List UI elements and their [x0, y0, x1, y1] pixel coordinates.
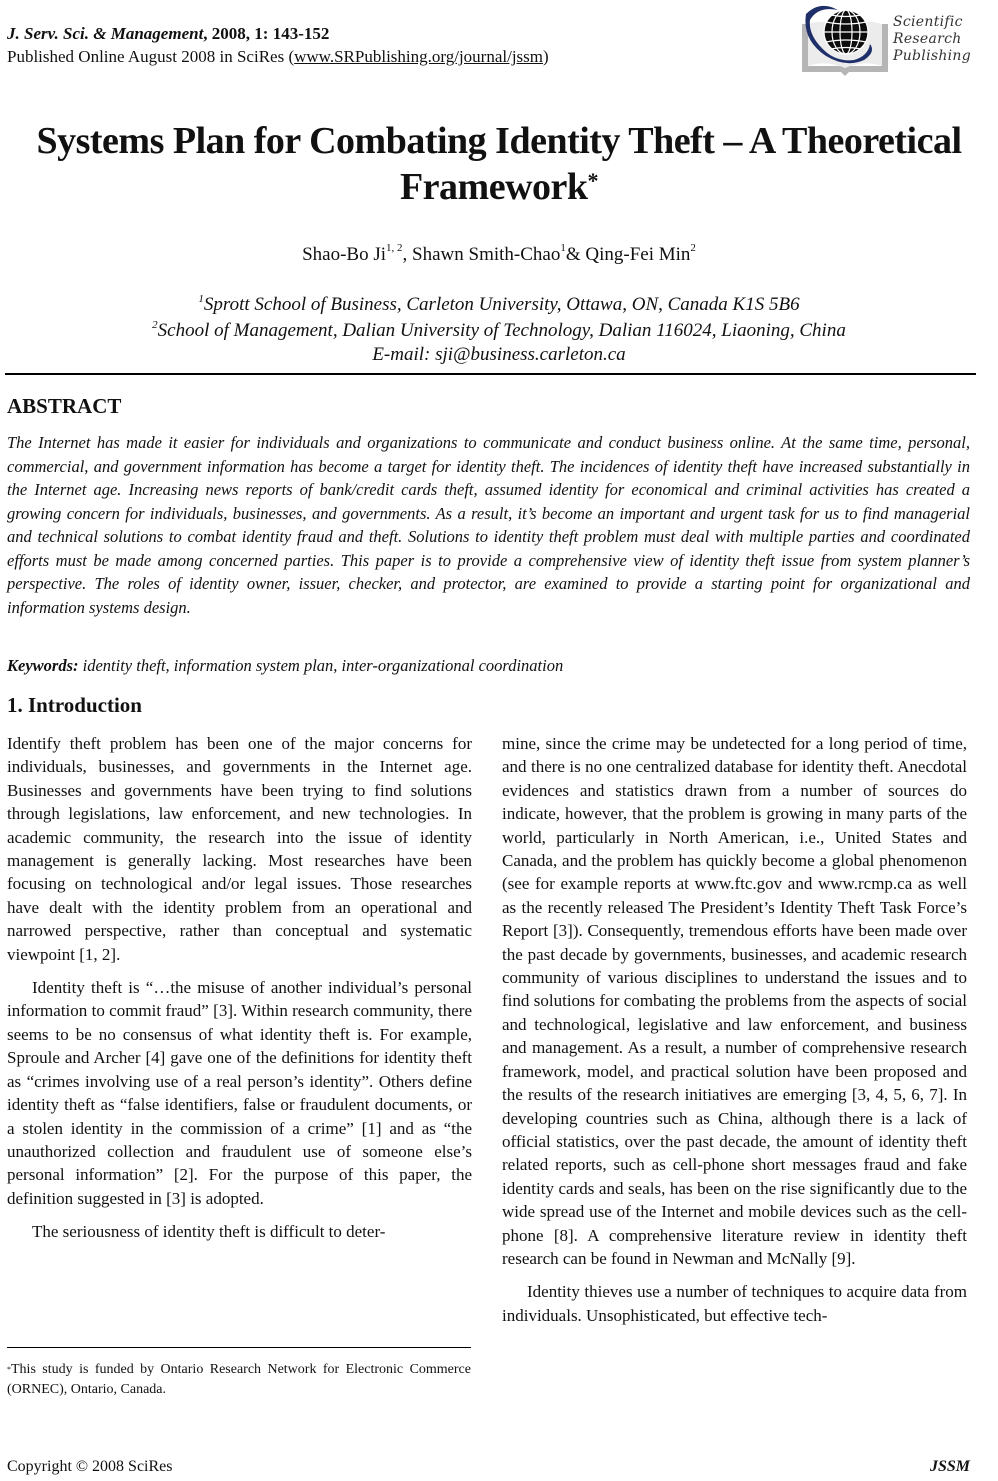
journal-name: J. Serv. Sci. & Management: [7, 24, 204, 43]
keywords-list: identity theft, information system plan, inter-organizational coordination: [78, 656, 564, 675]
footnote-text: This study is funded by Ontario Research Network for Electronic Commerce (ORNEC), Ontario, Canada.: [7, 1362, 471, 1397]
keywords: [7, 656, 563, 676]
abstract-heading: ABSTRACT: [7, 394, 122, 418]
logo-line: Publishing: [893, 48, 972, 64]
abstract-text: The Internet has made it easier for individuals and organizations to communicate and conduct business online. At the same time, personal, commercial, and government information has become a target for identity theft. The incidences of identity theft have increased substantially in the Internet age. Increasing news reports of bank/credit cards theft, assumed identity for economical and criminal activities has created a growing concern for individuals, businesses, and governments. As a result, it’s become an important and urgent task for us to find managerial and technical solutions to combat identity fraud and theft. Solutions to identity theft problem must deal with multiple parties and coordinated efforts must be made among concerned parties. This paper is to provide a comprehensive view of identity theft issue from system planner’s perspective. The roles of identity owner, issuer, checker, and protector, are examined to provide a starting point for organizational and information systems design.: [7, 433, 970, 617]
author-name: Qing-Fei Min: [585, 244, 691, 265]
right-column: [502, 732, 967, 1327]
published-suffix: ): [543, 47, 549, 66]
paragraph: Identify theft problem has been one of the major concerns for individuals, businesses, and governments in the Internet age. Businesses and governments have been trying to find solutions through legislations, law enforcement, and new technologies. In academic community, the research into the issue of identity management is generally lacking. Most researches have been focusing on technological and/or legal issues. Those researches have dealt with the identity problem from an operational and narrowed perspective, rather than conceptual and systematic viewpoint [1, 2].: [7, 734, 472, 964]
paragraph: Identity theft is “…the misuse of another individual’s personal information to commit fraud” [3]. Within research community, there seems to be no consensus of what identity theft is. For example, Sproule and Archer [4] gave one of the definitions for identity theft as “crimes involving use of a real person’s identity”. Others define identity theft as “false identifiers, false or fraudulent documents, or a stolen identity in the commission of a crime” [1] and as “the unauthorized collection and fraudulent use of someone else’s personal information” [2]. For the purpose of this paper, the definition suggested in [3] is adopted.: [7, 978, 472, 1208]
logo-line: Scientific: [893, 14, 963, 30]
paper-title: [0, 118, 998, 210]
author-affiliation-ref: 2: [690, 242, 696, 254]
copyright: Copyright © 2008 SciRes: [7, 1458, 173, 1475]
author-affiliation-ref: 1: [560, 242, 566, 254]
journal-link[interactable]: www.SRPublishing.org/journal/jssm: [294, 47, 544, 66]
paragraph: mine, since the crime may be undetected for a long period of time, and there is no one centralized database for identity theft. Anecdotal evidences and statistics drawn from a number of sources do indicate, however, that the problem is growing in many parts of the world, particularly in North American, i.e., United States and Canada, and the problem has quickly become a global phenomenon (see for example reports at www.ftc.gov and www.rcmp.ca as well as the recently released The President’s Identity Theft Task Force’s Report [3]). Consequently, tremendous efforts have been made over the past decade by governments, businesses, and academic research community of various disciplines to understand the issues and to find solutions for combating the problems from the aspects of social and technological, legislative and law enforcement, and business and management. As a result, a number of comprehensive research framework, model, and practical solution have been proposed and the results of the research initiatives are emerging [3, 4, 5, 6, 7]. In developing countries such as China, although there is a lack of official statistics, over the past decade, the amount of identity theft related reports, such as cell-phone short messages fraud and fake identity cards and seals, has been on the rise significantly due to the wide spread use of the Internet and mobile devices such as the cell-phone [8]. A comprehensive literature review in identity theft research can be found in Newman and McNally [9].: [502, 734, 967, 1268]
affiliation-text: Sprott School of Business, Carleton University, Ottawa, ON, Canada K1S 5B6: [203, 294, 800, 315]
footnote-divider: [7, 1347, 471, 1348]
contact-email[interactable]: E-mail: sji@business.carleton.ca: [372, 344, 626, 365]
journal-citation: [7, 24, 329, 44]
paragraph: The seriousness of identity theft is difficult to deter-: [32, 1222, 386, 1242]
affiliation: [0, 294, 998, 316]
journal-abbreviation: JSSM: [929, 1458, 970, 1475]
author-separator: &: [565, 244, 586, 265]
publisher-name: [893, 14, 971, 65]
title-line: [0, 164, 998, 210]
footnote-marker[interactable]: *: [587, 168, 599, 193]
author-name: Shawn Smith-Chao: [412, 244, 561, 265]
author-separator: ,: [402, 244, 413, 265]
published-prefix: Published Online August 2008 in SciRes (: [7, 47, 295, 66]
header-divider: [5, 373, 976, 375]
footnote-marker: *: [7, 1365, 11, 1374]
author-list: [0, 244, 998, 266]
affiliation-number: 1: [198, 293, 204, 305]
affiliation-number: 2: [152, 319, 158, 331]
keywords-label: Keywords:: [7, 656, 79, 675]
publication-info: [7, 47, 549, 67]
logo-line: Research: [893, 31, 962, 47]
affiliation: [0, 320, 998, 342]
journal-volume: , 2008, 1: 143-152: [203, 24, 330, 43]
title-word: Framework: [399, 166, 588, 208]
paragraph: Identity thieves use a number of techniques to acquire data from individuals. Unsophisticated, but effective tech-: [502, 1282, 967, 1325]
author-name: Shao-Bo Ji: [302, 244, 387, 265]
footnote: [7, 1360, 471, 1400]
left-column: [7, 732, 472, 1244]
section-heading: 1. Introduction: [7, 693, 142, 717]
author-affiliation-ref: 1, 2: [386, 242, 403, 254]
affiliation-text: School of Management, Dalian University of Technology, Dalian 116024, Liaoning, China: [157, 320, 846, 341]
title-line: Systems Plan for Combating Identity Theft – A Theoretical: [36, 120, 962, 162]
globe-book-icon: [798, 2, 893, 78]
